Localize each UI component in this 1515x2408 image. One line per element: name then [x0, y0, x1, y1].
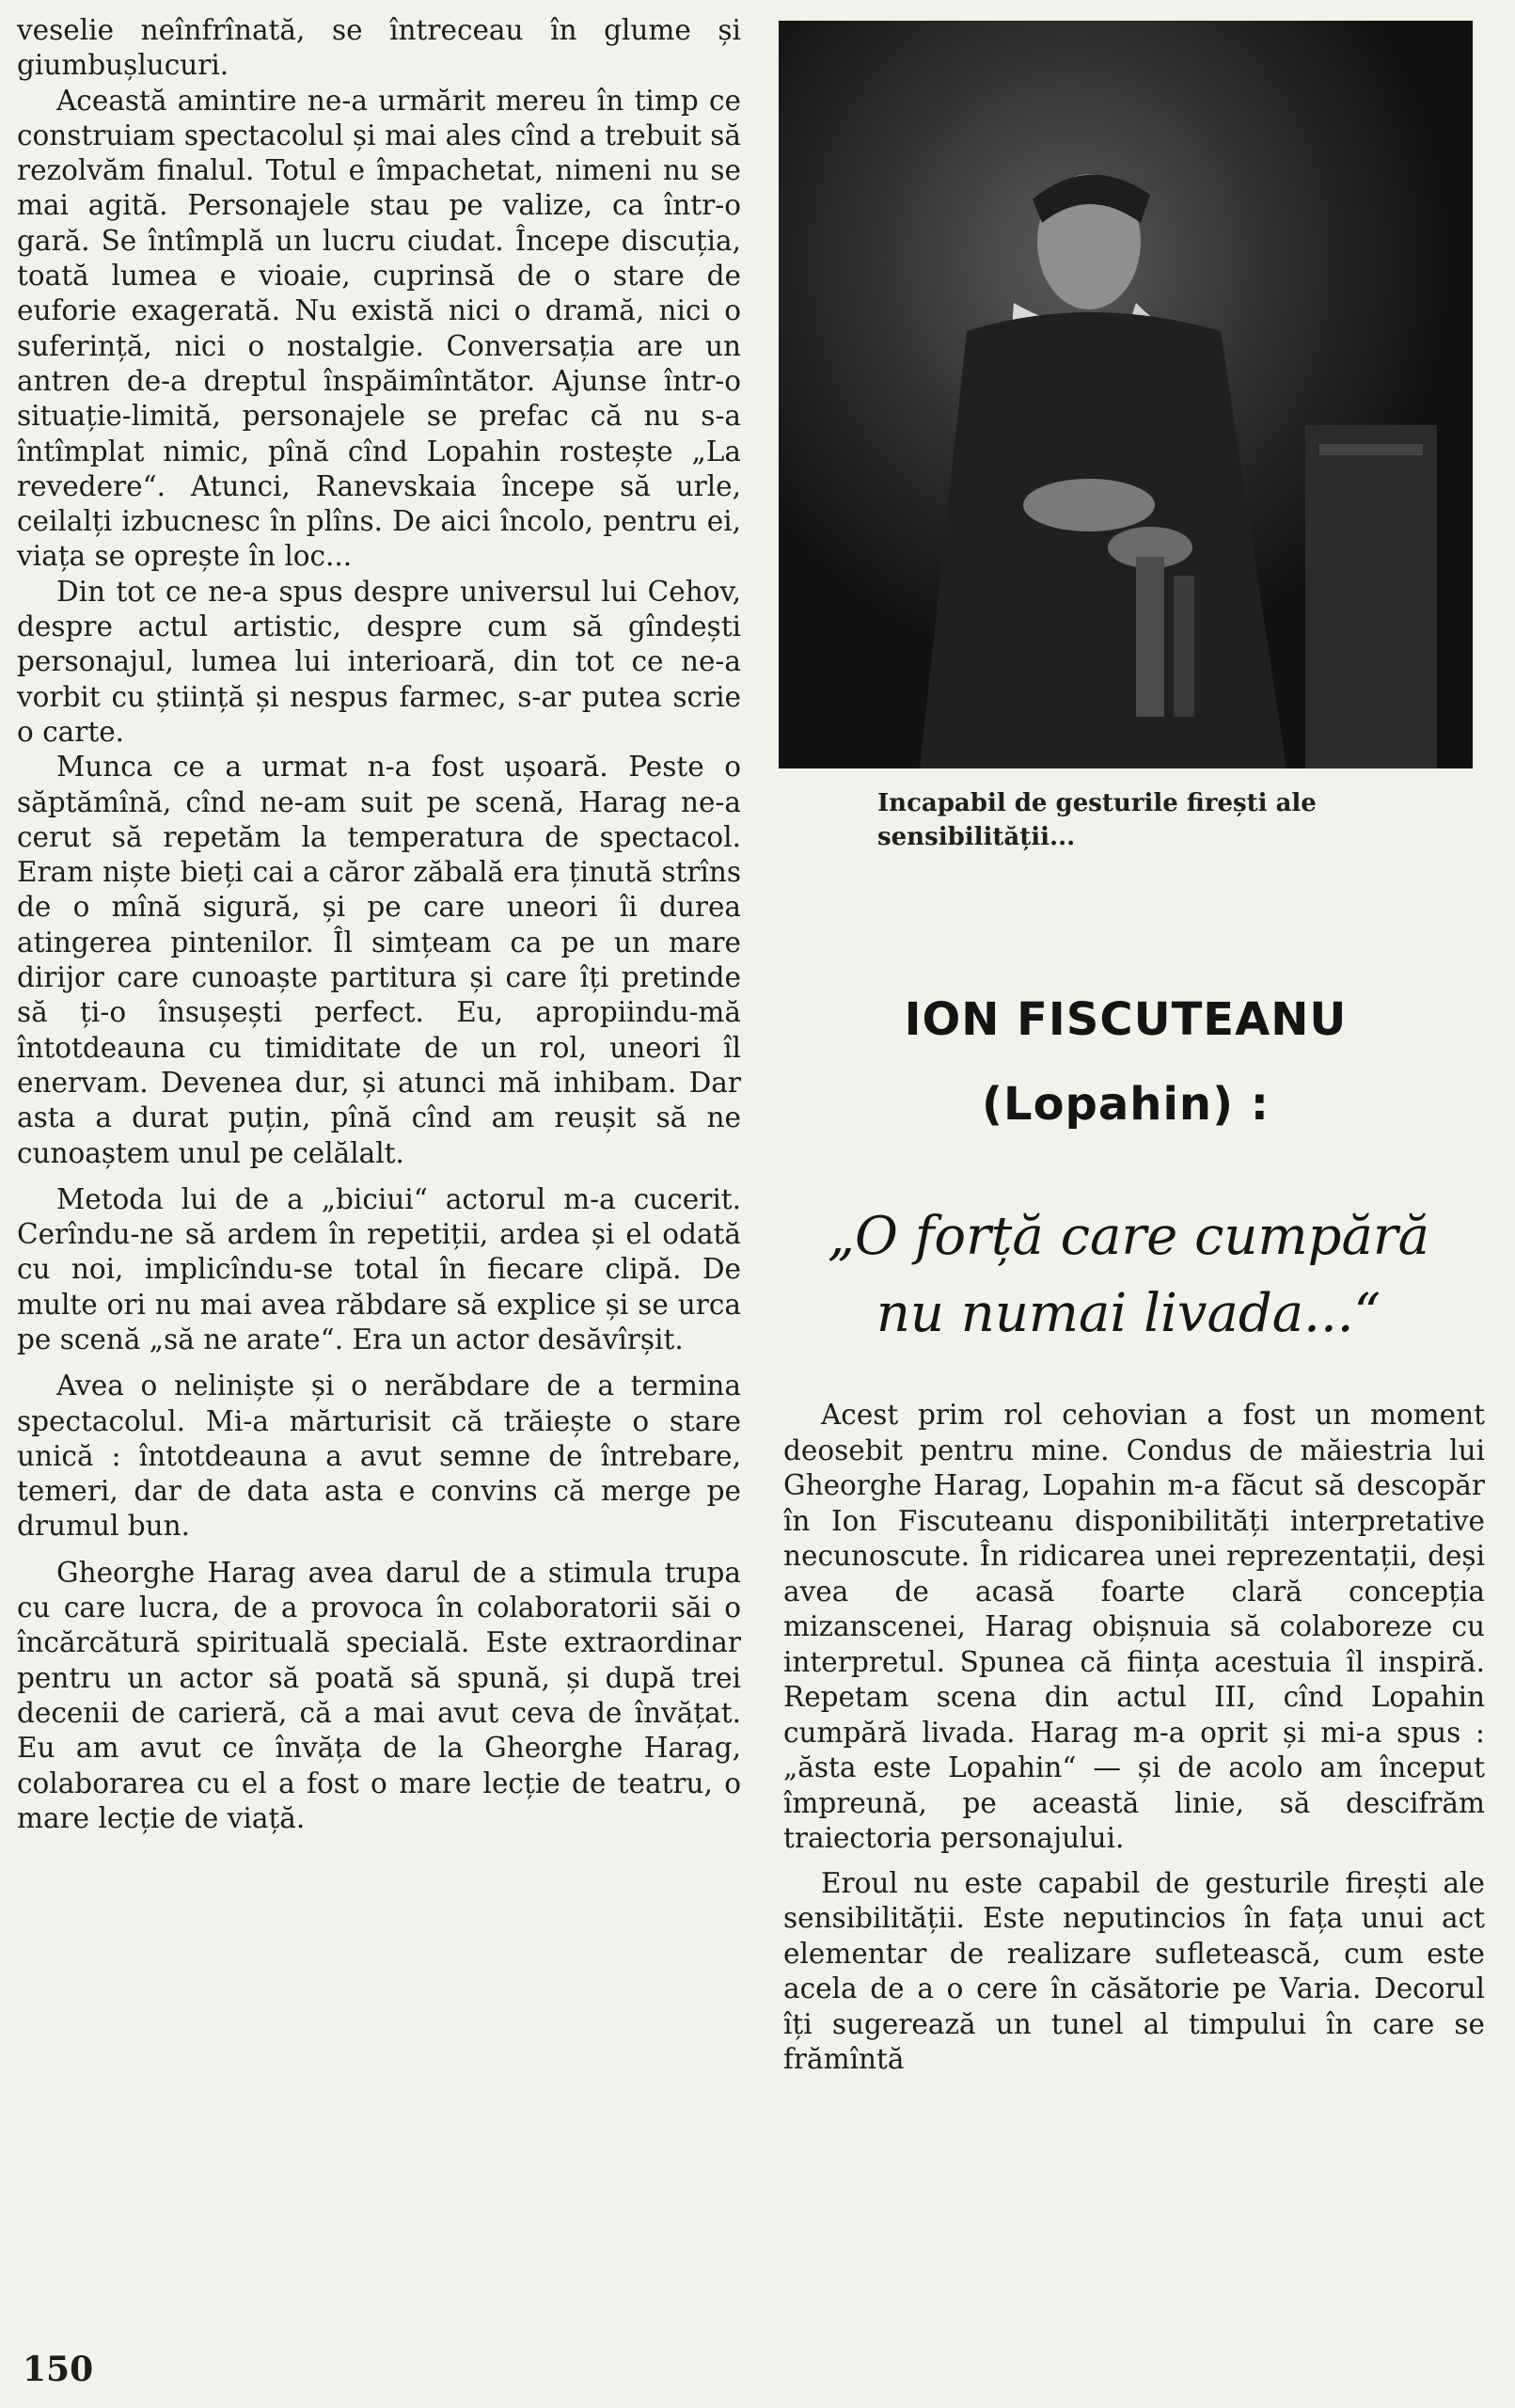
- paragraph: Munca ce a urmat n-a fost ușoară. Peste o săptămînă, cînd ne-am suit pe scenă, Harag ne-a cerut să repetăm la temperatura de spectacol. Eram niște bieți cai a căror zăbală era ținută strîns de o mînă sigură, și pe care uneori îi durea atingerea pintenilor. Îl simțeam ca pe un mare dirijor care cunoaște partitura și care îți pretinde să ți-o însușești perfect. Eu, apropiindu-mă întotdeauna cu timiditate de un rol, uneori îl enervam. Devenea dur, și atunci mă inhibam. Dar asta a durat puțin, pînă cînd am reușit să ne cunoaștem unul pe celălalt.: [17, 751, 741, 1169]
- paragraph: Eroul nu este capabil de gesturile firești ale sensibilității. Este neputincios în fața unui act elementar de realizare sufletească, cum este acela de a o cere în căsătorie pe Varia. Decorul îți sugerează un tunel al timpului în care se frămîntă: [783, 1866, 1485, 2075]
- right-text-column: [783, 1398, 1485, 2078]
- paragraph: Metoda lui de a „biciui“ actorul m-a cucerit. Cerîndu-ne să ardem în repetiții, ardea și el odată cu noi, implicîndu-se total în fiecare clipă. De multe ori nu mai avea răbdare să explice și se urca pe scenă „să ne arate“. Era un actor desăvîrșit.: [17, 1182, 741, 1355]
- actor-photo-illustration: [779, 21, 1473, 768]
- paragraph: Avea o neliniște și o nerăbdare de a termina spectacolul. Mi-a mărturisit că trăiește o stare unică : întotdeauna a avut semne de întrebare, temeri, dar de data asta e convins că merge pe drumul bun.: [17, 1370, 741, 1543]
- headline-quote-line-1: „O forță care cumpără: [827, 1206, 1429, 1267]
- interviewee-name: ION FISCUTEANU: [904, 993, 1348, 1046]
- actor-photo: [779, 21, 1473, 768]
- paragraph: Această amintire ne-a urmărit mereu în timp ce construiam spectacolul și mai ales cînd a trebuit să rezolvăm finalul. Totul e împachetat, nimeni nu se mai agită. Personajele stau pe valize, ca într-o gară. Se întîmplă un lucru ciudat. Începe discuția, toată lumea e vioaie, cuprinsă de o stare de euforie exagerată. Nu există nici o dramă, nici o suferință, nici o nostalgie. Conversația are un antren de-a dreptul înspăimîntător. Ajunse într-o situație-limită, personajele se prefac că nu s-a întîmplat nimic, pînă cînd Lopahin rostește „La revedere“. Atunci, Ranevskaia începe să urle, ceilalți izbucnesc în plîns. De aici încolo, pentru ei, viața se oprește în loc...: [17, 84, 741, 573]
- page-number: 150: [23, 2350, 94, 2389]
- paragraph: Acest prim rol cehovian a fost un moment deosebit pentru mine. Condus de măiestria lui Gheorghe Harag, Lopahin m-a făcut să descopăr în Ion Fiscuteanu disponibilități interpretative necunoscute. În ridicarea unei reprezentații, deși avea de acasă foarte clară concepția mizanscenei, Harag obișnuia să colaboreze cu interpretul. Spunea că ființa acestuia îl inspiră. Repetam scena din actul III, cînd Lopahin cumpără livada. Harag m-a oprit și mi-a spus : „ăsta este Lopahin“ — și de acolo am început împreună, pe această linie, să descifrăm traiectoria personajului.: [783, 1399, 1485, 1854]
- paragraph: Din tot ce ne-a spus despre universul lui Cehov, despre actul artistic, despre cum să gîndești personajul, lumea lui interioară, din tot ce ne-a vorbit cu știință și nespus farmec, s-ar putea scrie o carte.: [17, 575, 741, 748]
- interviewee-role: (Lopahin) :: [982, 1078, 1270, 1131]
- paragraph: veselie neînfrînată, se întreceau în glume și giumbușlucuri.: [17, 14, 741, 82]
- paragraph: Gheorghe Harag avea darul de a stimula trupa cu care lucra, de a provoca în colaboratorii săi o încărcătură spirituală specială. Este extraordinar pentru un actor să poată să spună, și după trei decenii de carieră, că a mai avut ceva de învățat. Eu am avut ce învăța de la Gheorghe Harag, colaborarea cu el a fost o mare lecție de teatru, o mare lecție de viață.: [17, 1556, 741, 1834]
- left-text-column: [17, 13, 741, 1836]
- headline-quote-line-2: nu numai livada...“: [876, 1283, 1381, 1344]
- photo-caption: Incapabil de gesturile firești ale sensibilității...: [877, 789, 1317, 851]
